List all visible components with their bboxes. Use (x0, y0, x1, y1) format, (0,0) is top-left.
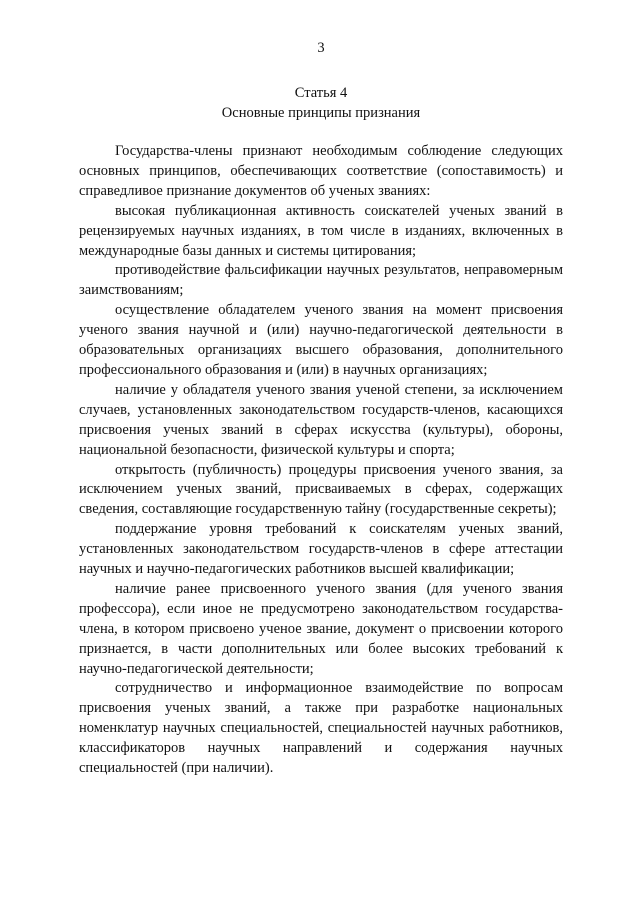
paragraph-principle-anti-falsification: противодействие фальсификации научных результатов, неправомерным заимствованиям; (79, 262, 563, 299)
paragraph-intro: Государства-члены признают необходимым соблюдение следующих основных принципов, обеспечивающих соответствие (сопоставимость) и справедливое признание документов об ученых званиях: (79, 143, 563, 199)
document-page (79, 38, 563, 779)
paragraph-principle-activity: осуществление обладателем ученого звания на момент присвоения ученого звания научной и (или) научно-педагогической деятельности в образовательных организациях высшего образования, дополнительного профессионального образования и (или) в научных организациях; (79, 302, 563, 378)
article-title: Основные принципы признания (221, 105, 421, 121)
paragraph-principle-openness: открытость (публичность) процедуры присвоения ученого звания, за исключением ученых званий, присваиваемых в сферах, содержащих сведения, составляющие государственную тайну (государственные секреты); (79, 461, 563, 518)
paragraph-principle-degree: наличие у обладателя ученого звания ученой степени, за исключением случаев, установленных законодательством государств-членов, касающихся присвоения ученых званий в сферах искусства (культуры), обороны, национальной безопасности, физической культуры и спорта; (79, 381, 563, 458)
page-number: 3 (317, 40, 325, 56)
article-heading: Статья 4 (294, 85, 348, 101)
paragraph-principle-cooperation: сотрудничество и информационное взаимодействие по вопросам присвоения ученых званий, а также при разработке национальных номенклатур научных специальностей, специальностей научных работников, классификаторов научных направлений и содержания научных специальностей (при наличии). (79, 680, 563, 777)
paragraph-principle-prior-title: наличие ранее присвоенного ученого звания (для ученого звания профессора), если иное не предусмотрено законодательством государства-члена, в котором присвоено ученое звание, документ о присвоении которого признается, в части дополнительных или более высоких требований к научно-педагогической деятельности; (79, 580, 563, 677)
paragraph-principle-requirements: поддержание уровня требований к соискателям ученых званий, установленных законодательством государств-членов в сфере аттестации научных и научно-педагогических работников высшей квалификации; (79, 521, 563, 578)
paragraph-principle-publication: высокая публикационная активность соискателей ученых званий в рецензируемых научных изданиях, в том числе в изданиях, включенных в международные базы данных и системы цитирования; (79, 202, 563, 259)
